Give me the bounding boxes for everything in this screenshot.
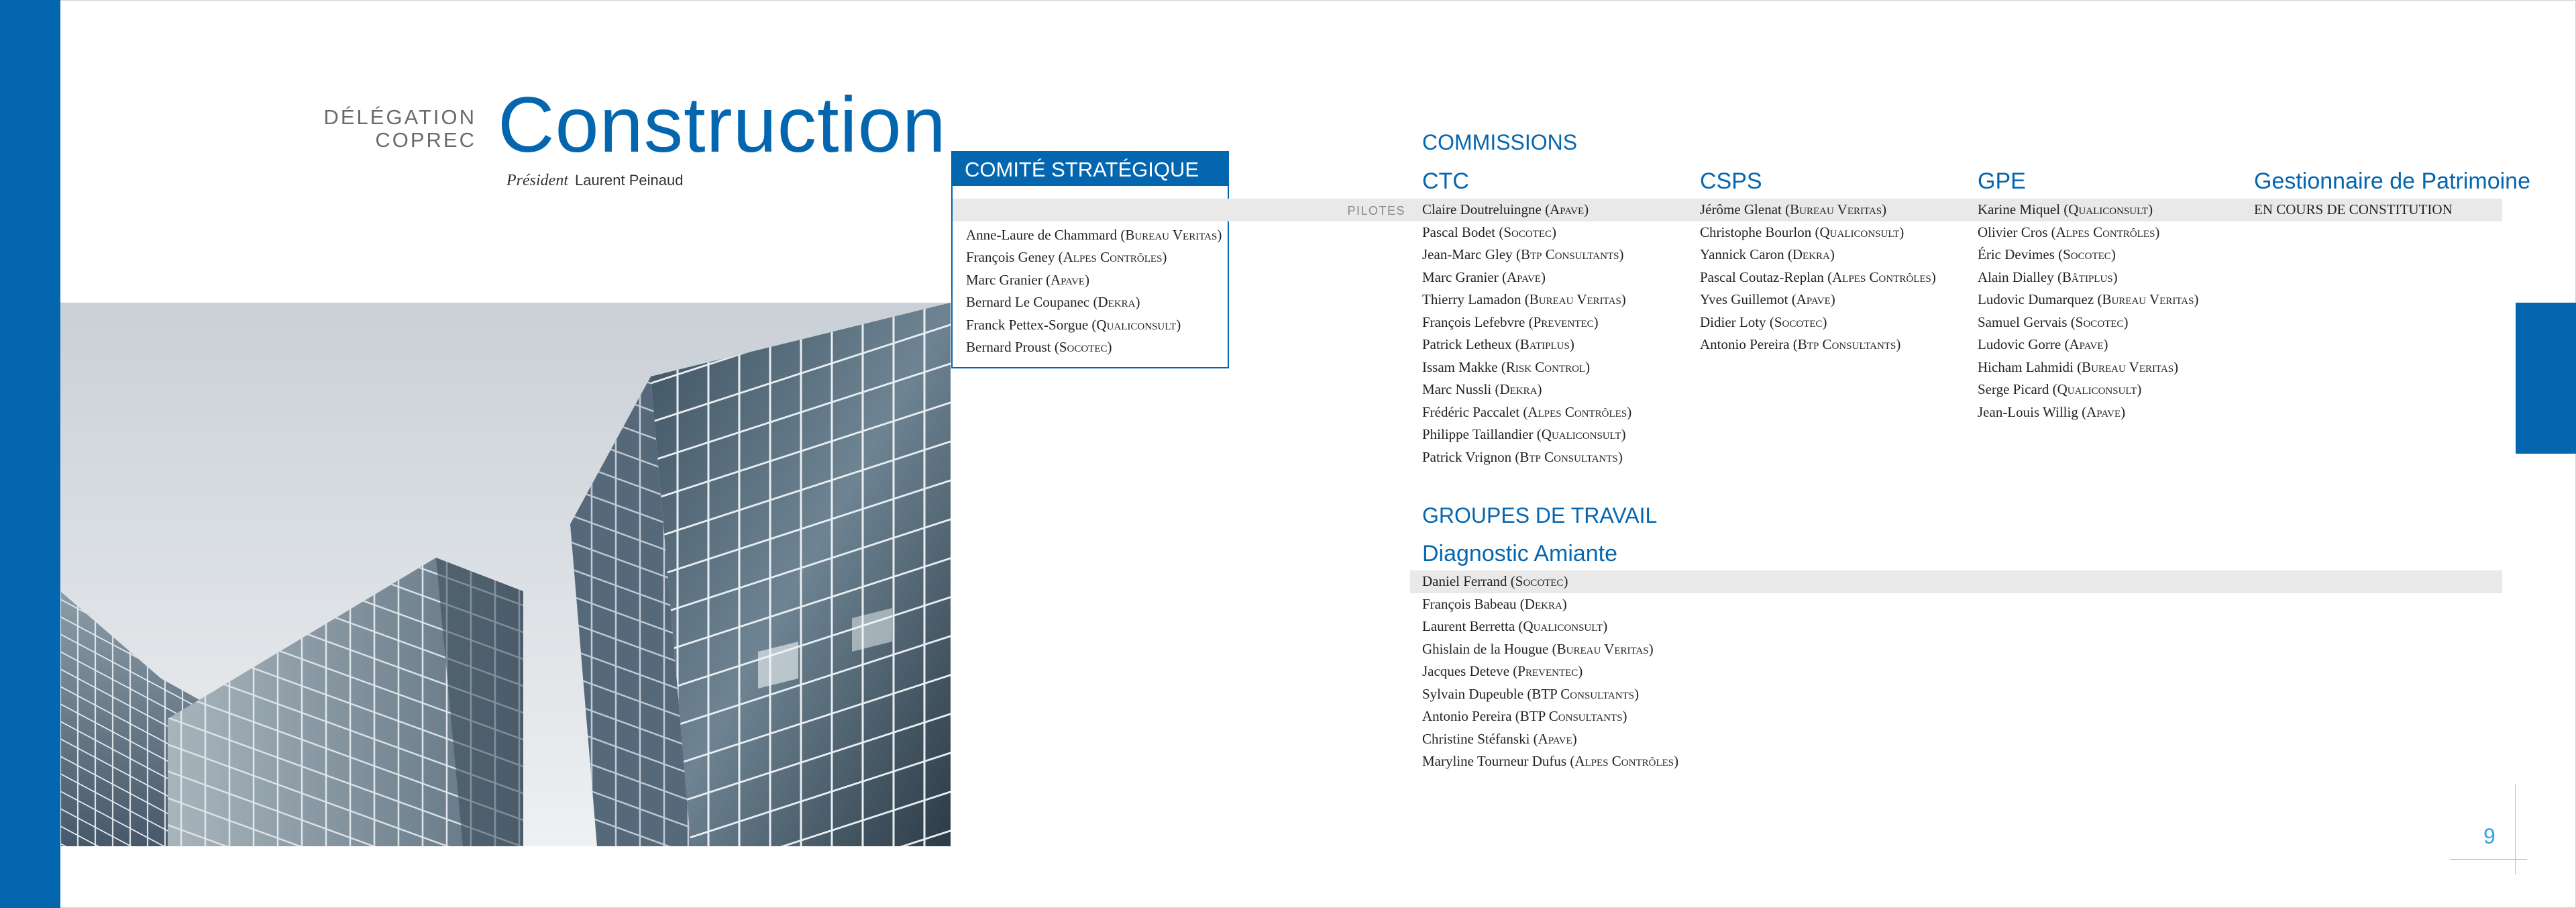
president-label: Président bbox=[506, 172, 568, 189]
csps-members-list bbox=[1700, 199, 1936, 356]
right-section-tab bbox=[2516, 303, 2576, 454]
csps-member: Didier Loty (Socotec) bbox=[1700, 313, 1827, 330]
csps-heading: CSPS bbox=[1700, 168, 1762, 194]
left-color-band bbox=[0, 0, 60, 908]
delegation-label bbox=[288, 106, 476, 152]
gpe-member: Ludovic Dumarquez (Bureau Veritas) bbox=[1978, 291, 2199, 307]
comite-member: Bernard Proust (Socotec) bbox=[966, 339, 1112, 355]
pilotes-label: PILOTES bbox=[1347, 204, 1405, 217]
csps-member: Jérôme Glenat (Bureau Veritas) bbox=[1700, 201, 1887, 217]
crop-mark-vertical bbox=[2515, 784, 2516, 874]
groupes-heading: GROUPES DE TRAVAIL bbox=[1422, 503, 1658, 527]
ctc-member: François Lefebvre (Preventec) bbox=[1422, 313, 1599, 330]
ctc-member: Jean-Marc Gley (Btp Consultants) bbox=[1422, 246, 1624, 262]
gpe-heading: GPE bbox=[1978, 168, 2026, 194]
ctc-member: Claire Doutreluingne (Apave) bbox=[1422, 201, 1589, 217]
page-number: 9 bbox=[2483, 824, 2496, 848]
gpe-member: Ludovic Gorre (Apave) bbox=[1978, 336, 2108, 352]
amiante-member: Jacques Deteve (Preventec) bbox=[1422, 663, 1583, 679]
comite-member: Franck Pettex-Sorgue (Qualiconsult) bbox=[966, 316, 1181, 333]
building-illustration bbox=[60, 303, 951, 846]
csps-member: Yannick Caron (Dekra) bbox=[1700, 246, 1835, 262]
delegation-line2: COPREC bbox=[375, 128, 476, 152]
comite-strategique-box bbox=[951, 151, 1229, 368]
amiante-member: Daniel Ferrand (Socotec) bbox=[1422, 573, 1568, 589]
comite-member: François Geney (Alpes Contrôles) bbox=[966, 249, 1167, 265]
amiante-member: Christine Stéfanski (Apave) bbox=[1422, 730, 1577, 747]
president-name: Laurent Peinaud bbox=[574, 172, 684, 189]
ctc-member: Issam Makke (Risk Control) bbox=[1422, 358, 1591, 375]
ctc-member: Thierry Lamadon (Bureau Veritas) bbox=[1422, 291, 1626, 307]
amiante-members-list bbox=[1422, 570, 1678, 773]
delegation-line1: DÉLÉGATION bbox=[323, 105, 476, 129]
gpe-members-list bbox=[1978, 199, 2198, 423]
ctc-member: Patrick Letheux (Batiplus) bbox=[1422, 336, 1574, 352]
amiante-member: Ghislain de la Hougue (Bureau Veritas) bbox=[1422, 640, 1654, 657]
ctc-member: Frédéric Paccalet (Alpes Contrôles) bbox=[1422, 403, 1632, 420]
amiante-member: Laurent Berretta (Qualiconsult) bbox=[1422, 618, 1608, 634]
gpe-member: Karine Miquel (Qualiconsult) bbox=[1978, 201, 2153, 217]
ctc-member: Pascal Bodet (Socotec) bbox=[1422, 223, 1556, 240]
gpe-member: Samuel Gervais (Socotec) bbox=[1978, 313, 2129, 330]
gpe-member: Alain Dialley (Bâtiplus) bbox=[1978, 268, 2118, 285]
patrimoine-heading: Gestionnaire de Patrimoine bbox=[2254, 168, 2531, 194]
crop-mark-horizontal bbox=[2450, 859, 2527, 860]
gpe-member: Éric Devimes (Socotec) bbox=[1978, 246, 2116, 262]
comite-member: Anne-Laure de Chammard (Bureau Veritas) bbox=[966, 226, 1222, 243]
ctc-members-list bbox=[1422, 199, 1631, 468]
csps-member: Christophe Bourlon (Qualiconsult) bbox=[1700, 223, 1904, 240]
comite-member: Marc Granier (Apave) bbox=[966, 271, 1089, 288]
gpe-member: Jean-Louis Willig (Apave) bbox=[1978, 403, 2126, 420]
president-line bbox=[506, 172, 683, 190]
csps-member: Yves Guillemot (Apave) bbox=[1700, 291, 1835, 307]
ctc-member: Patrick Vrignon (Btp Consultants) bbox=[1422, 448, 1623, 465]
csps-member: Pascal Coutaz-Replan (Alpes Contrôles) bbox=[1700, 268, 1936, 285]
amiante-heading: Diagnostic Amiante bbox=[1422, 541, 1618, 566]
page-title: Construction bbox=[498, 81, 947, 168]
comite-strategique-title: COMITÉ STRATÉGIQUE bbox=[953, 152, 1228, 186]
comite-member: Bernard Le Coupanec (Dekra) bbox=[966, 294, 1140, 310]
gpe-member: Olivier Cros (Alpes Contrôles) bbox=[1978, 223, 2160, 240]
amiante-member: Maryline Tourneur Dufus (Alpes Contrôles) bbox=[1422, 753, 1679, 769]
commissions-heading: COMMISSIONS bbox=[1422, 130, 1578, 154]
ctc-heading: CTC bbox=[1422, 168, 1469, 194]
ctc-member: Philippe Taillandier (Qualiconsult) bbox=[1422, 426, 1626, 442]
comite-members-list bbox=[966, 201, 1222, 359]
ctc-member: Marc Nussli (Dekra) bbox=[1422, 381, 1542, 397]
ctc-member: Marc Granier (Apave) bbox=[1422, 268, 1546, 285]
building-photo bbox=[60, 303, 951, 846]
csps-member: Antonio Pereira (Btp Consultants) bbox=[1700, 336, 1901, 352]
patrimoine-status: EN COURS DE CONSTITUTION bbox=[2254, 201, 2453, 217]
gpe-member: Hicham Lahmidi (Bureau Veritas) bbox=[1978, 358, 2179, 375]
amiante-member: Sylvain Dupeuble (BTP Consultants) bbox=[1422, 685, 1640, 702]
patrimoine-list bbox=[2254, 199, 2453, 221]
amiante-member: Antonio Pereira (BTP Consultants) bbox=[1422, 708, 1627, 724]
gpe-member: Serge Picard (Qualiconsult) bbox=[1978, 381, 2142, 397]
amiante-member: François Babeau (Dekra) bbox=[1422, 595, 1567, 612]
